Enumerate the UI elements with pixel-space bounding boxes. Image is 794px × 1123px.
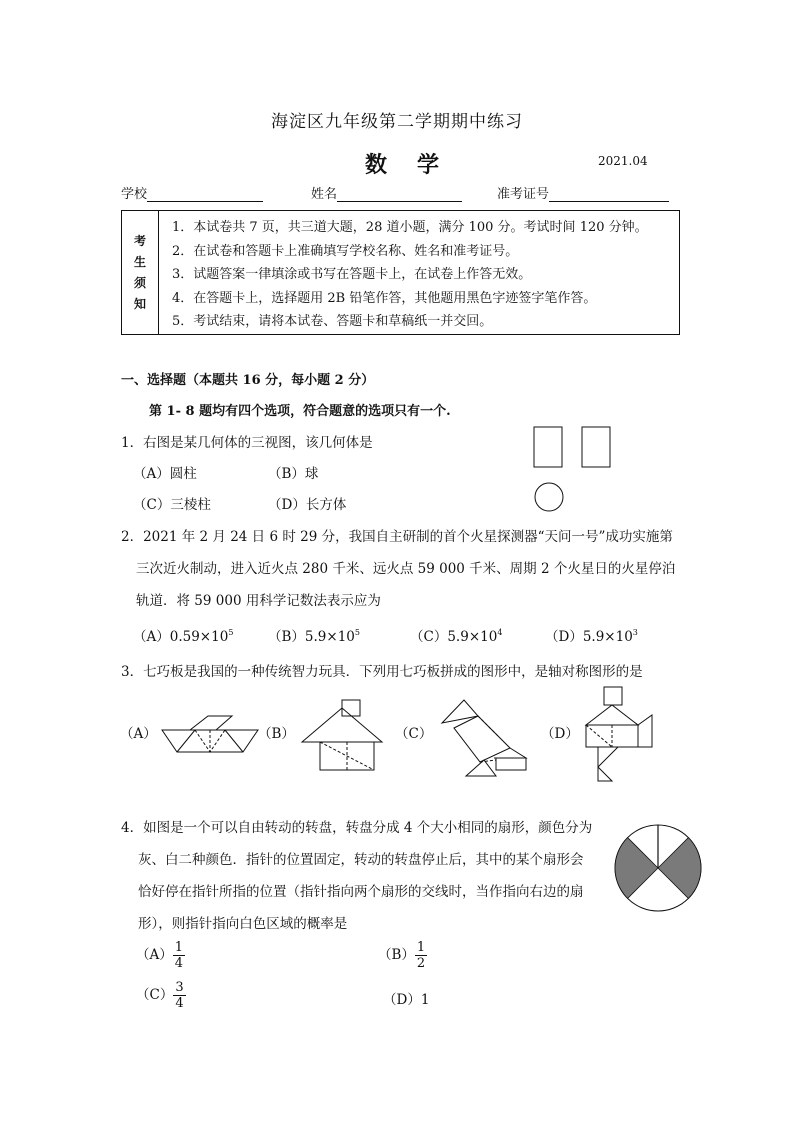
exam-notice-box <box>121 210 680 335</box>
tangram-figure-d <box>582 685 657 785</box>
q3-option-d[interactable]: （D） <box>541 726 579 742</box>
name-label: 姓名 <box>311 187 338 202</box>
q2-line: 轨道．将 59 000 用科学记数法表示应为 <box>136 593 381 609</box>
q1-stem: 1．右图是某几何体的三视图，该几何体是 <box>121 435 373 451</box>
tangram-bird-figure <box>440 698 532 780</box>
q1-option-b[interactable]: （B）球 <box>268 466 319 482</box>
q2-option-c[interactable]: $(C)5.9\times 10^4$ <box>410 628 503 645</box>
exam-id-blank[interactable] <box>549 187 669 202</box>
front-view-rect <box>534 427 562 467</box>
q1-option-a[interactable]: （A）圆柱 <box>133 466 197 482</box>
q4-option-d[interactable]: （D）1 <box>383 992 430 1008</box>
q4-line: 形），则指针指向白色区域的概率是 <box>138 916 348 932</box>
notice-item: 1．本试卷共 7 页，共三道大题，28 道小题，满分 100 分。考试时间 120 分钟。 <box>172 220 648 235</box>
tangram-house-figure <box>300 698 385 774</box>
exam-title: 海淀区九年级第二学期期中练习 <box>271 112 523 132</box>
q4-option-c[interactable]: （C） $\frac{3}{4}$ <box>136 980 184 1011</box>
subject-title: 数学 <box>365 152 470 178</box>
q2-option-b[interactable]: $(B)5.9\times 10^5$ <box>268 628 360 645</box>
exam-date: 2021.04 <box>598 154 648 168</box>
q1-option-c[interactable]: （C）三棱柱 <box>133 497 211 513</box>
q4-line: 4．如图是一个可以自由转动的转盘，转盘分成 4 个大小相同的扇形，颜色分为 <box>121 820 593 836</box>
name-field <box>311 183 462 202</box>
q4-line: 恰好停在指针所指的位置（指针指向两个扇形的交线时，当作指向右边的扇 <box>138 884 584 900</box>
section-hint: 第 1- 8 题均有四个选项，符合题意的选项只有一个. <box>149 404 451 419</box>
q1-option-d[interactable]: （D）长方体 <box>268 497 347 513</box>
school-label: 学校 <box>121 187 148 202</box>
top-view-circle <box>535 483 563 511</box>
school-field <box>121 183 263 202</box>
q2-line: 三次近火制动，进入近火点 280 千米、远火点 59 000 千米、周期 2 个火星日的火星停泊 <box>136 561 676 577</box>
q2-option-a[interactable]: $(A)0.59\times 10^5$ <box>133 628 234 645</box>
section-heading: 一、选择题（本题共 16 分，每小题 2 分） <box>121 373 375 388</box>
q2-option-d[interactable]: $(D)5.9\times 10^3$ <box>545 628 638 645</box>
three-view-figure <box>530 425 620 515</box>
exam-id-field <box>497 183 669 202</box>
q3-option-a[interactable]: （A） <box>120 726 157 742</box>
notice-label: 考 生 须 知 <box>122 211 159 334</box>
name-blank[interactable] <box>337 187 462 202</box>
q3-option-c[interactable]: （C） <box>395 726 433 742</box>
notice-item: 2．在试卷和答题卡上准确填写学校名称、姓名和准考证号。 <box>172 243 519 259</box>
tangram-boat-figure <box>160 712 260 757</box>
q4-option-b[interactable]: （B） $\frac{1}{2}$ <box>378 940 426 971</box>
q3-stem: 3．七巧板是我国的一种传统智力玩具．下列用七巧板拼成的图形中，是轴对称图形的是 <box>121 664 643 680</box>
notice-item: 4．在答题卡上，选择题用 2B 铅笔作答，其他题用黑色字迹签字笔作答。 <box>172 290 597 306</box>
q2-line: 2．2021 年 2 月 24 日 6 时 29 分，我国自主研制的首个火星探测器“天问一号”成功实施第 <box>121 529 673 545</box>
q4-line: 灰、白二种颜色．指针的位置固定，转动的转盘停止后，其中的某个扇形会 <box>138 852 584 868</box>
notice-item: 5．考试结束，请将本试卷、答题卡和草稿纸一并交回。 <box>172 314 493 329</box>
exam-id-label: 准考证号 <box>497 187 550 202</box>
spinner-figure <box>612 822 704 914</box>
q4-option-a[interactable]: （A） $\frac{1}{4}$ <box>136 940 184 971</box>
q3-option-b[interactable]: （B） <box>258 726 295 742</box>
notice-items <box>172 216 648 334</box>
school-blank[interactable] <box>147 187 263 202</box>
side-view-rect <box>582 427 610 467</box>
notice-item: 3．试题答案一律填涂或书写在答题卡上，在试卷上作答无效。 <box>172 267 532 282</box>
